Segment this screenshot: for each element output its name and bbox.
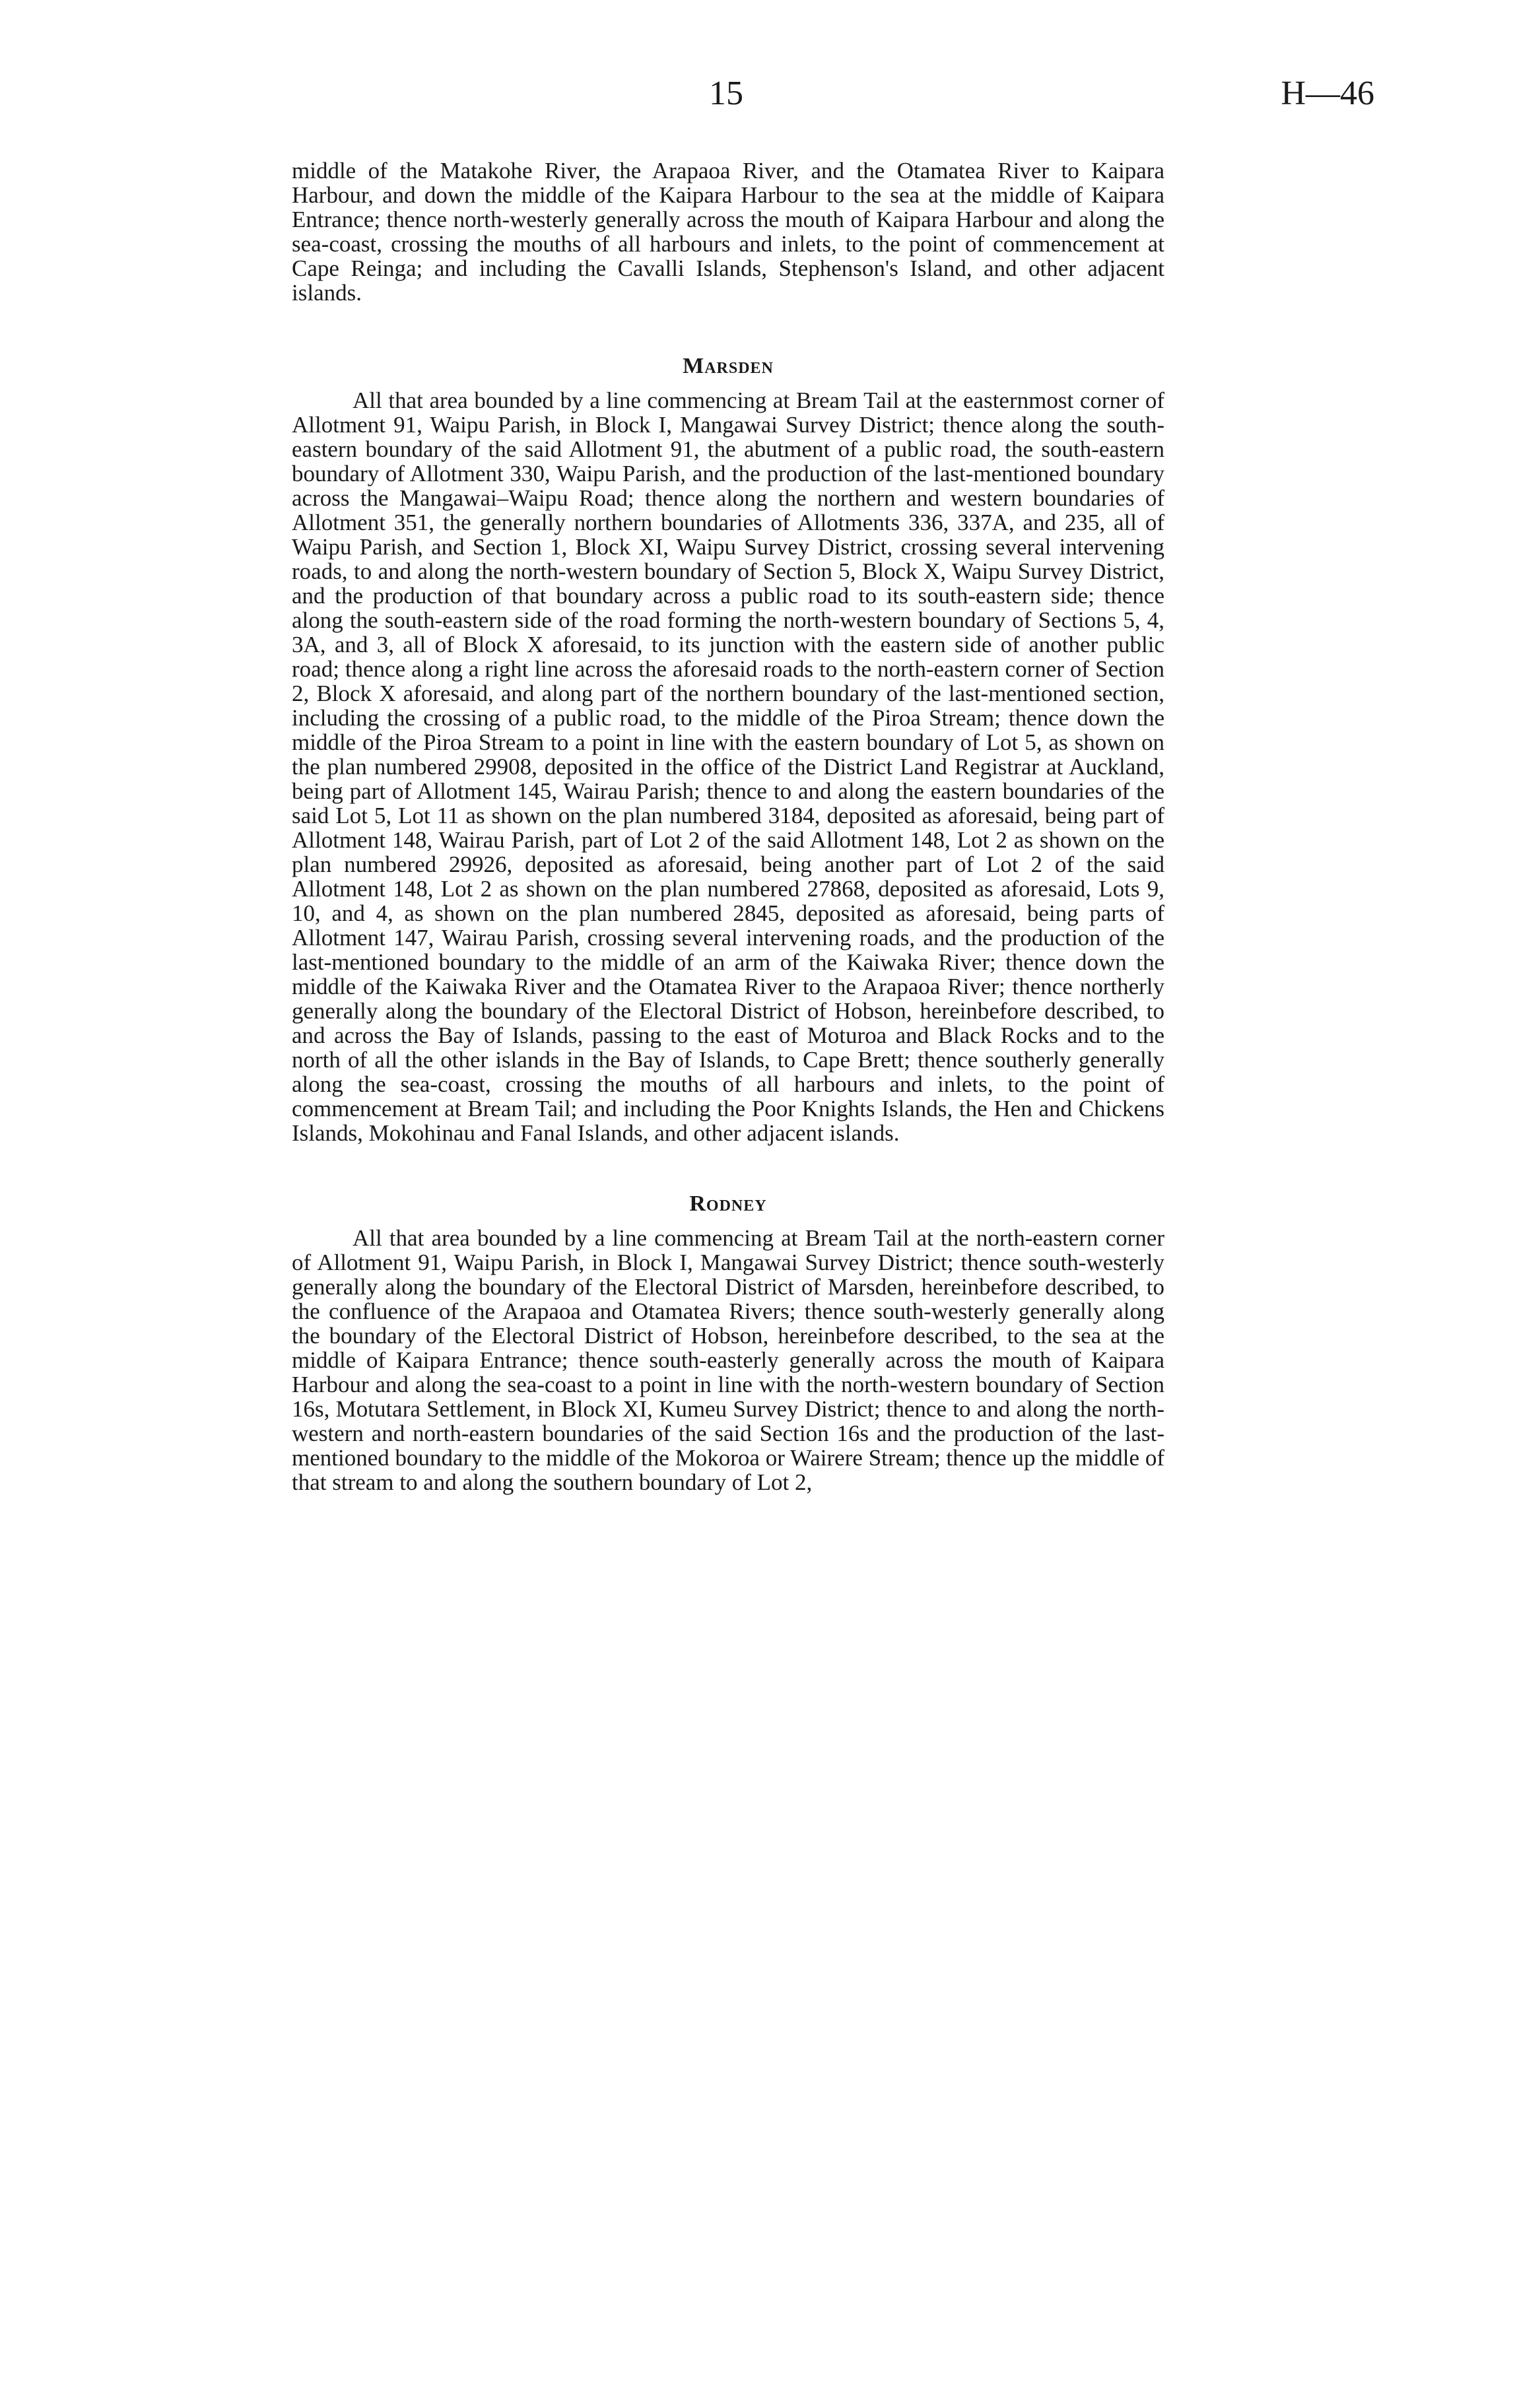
continuation-paragraph: middle of the Matakohe River, the Arapaoa River, and the Otamatea River to Kaipara Harbour, and down the middle of the Kaipara Harbour to the sea at the middle of Kaipara Entrance; thence north-westerly generally across the mouth of Kaipara Harbour and along the sea-coast, crossing the mouths of all harbours and inlets, to the point of commencement at Cape Reinga; and including the Cavalli Islands, Stephenson's Island, and other adjacent islands. <box>292 158 1164 306</box>
section-paragraph-marsden: All that area bounded by a line commencing at Bream Tail at the easternmost corner of Allotment 91, Waipu Parish, in Block I, Mangawai Survey District; thence along the south-eastern boundary of the said Allotment 91, the abutment of a public road, the south-eastern boundary of Allotment 330, Waipu Parish, and the production of the last-mentioned boundary across the Mangawai–Waipu Road; thence along the northern and western boundaries of Allotment 351, the generally northern boundaries of Allotments 336, 337A, and 235, all of Waipu Parish, and Section 1, Block XI, Waipu Survey District, crossing several intervening roads, to and along the north-western boundary of Section 5, Block X, Waipu Survey District, and the production of that boundary across a public road to its south-eastern side; thence along the south-eastern side of the road forming the north-western boundary of Sections 5, 4, 3A, and 3, all of Block X aforesaid, to its junction with the eastern side of another public road; thence along a right line across the aforesaid roads to the north-eastern corner of Section 2, Block X aforesaid, and along part of the northern boundary of the last-mentioned section, including the crossing of a public road, to the middle of the Piroa Stream; thence down the middle of the Piroa Stream to a point in line with the eastern boundary of Lot 5, as shown on the plan numbered 29908, deposited in the office of the District Land Registrar at Auckland, being part of Allotment 145, Wairau Parish; thence to and along the eastern boundaries of the said Lot 5, Lot 11 as shown on the plan numbered 3184, deposited as aforesaid, being part of Allotment 148, Wairau Parish, part of Lot 2 of the said Allotment 148, Lot 2 as shown on the plan numbered 29926, deposited as aforesaid, being another part of Lot 2 of the said Allotment 148, Lot 2 as shown on the plan numbered 27868, deposited as aforesaid, Lots 9, 10, and 4, as shown on the plan numbered 2845, deposited as aforesaid, being parts of Allotment 147, Wairau Parish, crossing several intervening roads, and the production of the last-mentioned boundary to the middle of an arm of the Kaiwaka River; thence down the middle of the Kaiwaka River and the Otamatea River to the Arapaoa River; thence northerly generally along the boundary of the Electoral District of Hobson, hereinbefore described, to and across the Bay of Islands, passing to the east of Moturoa and Black Rocks and to the north of all the other islands in the Bay of Islands, to Cape Brett; thence southerly generally along the sea-coast, crossing the mouths of all harbours and inlets, to the point of commencement at Bream Tail; and including the Poor Knights Islands, the Hen and Chickens Islands, Mokohinau and Fanal Islands, and other adjacent islands. <box>292 387 1164 1146</box>
page-number: 15 <box>709 75 743 112</box>
document-reference: H—46 <box>1281 75 1374 112</box>
document-body <box>292 158 1164 1494</box>
section-heading-marsden: Marsden <box>683 354 774 378</box>
section-heading-rodney: Rodney <box>689 1191 767 1216</box>
section-paragraph-rodney: All that area bounded by a line commencing at Bream Tail at the north-eastern corner of Allotment 91, Waipu Parish, in Block I, Mangawai Survey District; thence south-westerly generally along the boundary of the Electoral District of Marsden, hereinbefore described, to the confluence of the Arapaoa and Otamatea Rivers; thence south-westerly generally along the boundary of the Electoral District of Hobson, hereinbefore described, to the sea at the middle of Kaipara Entrance; thence south-easterly generally across the mouth of Kaipara Harbour and along the sea-coast to a point in line with the north-western boundary of Section 16s, Motutara Settlement, in Block XI, Kumeu Survey District; thence to and along the north-western and north-eastern boundaries of the said Section 16s and the production of the last-mentioned boundary to the middle of the Mokoroa or Wairere Stream; thence up the middle of that stream to and along the southern boundary of Lot 2, <box>292 1225 1164 1495</box>
